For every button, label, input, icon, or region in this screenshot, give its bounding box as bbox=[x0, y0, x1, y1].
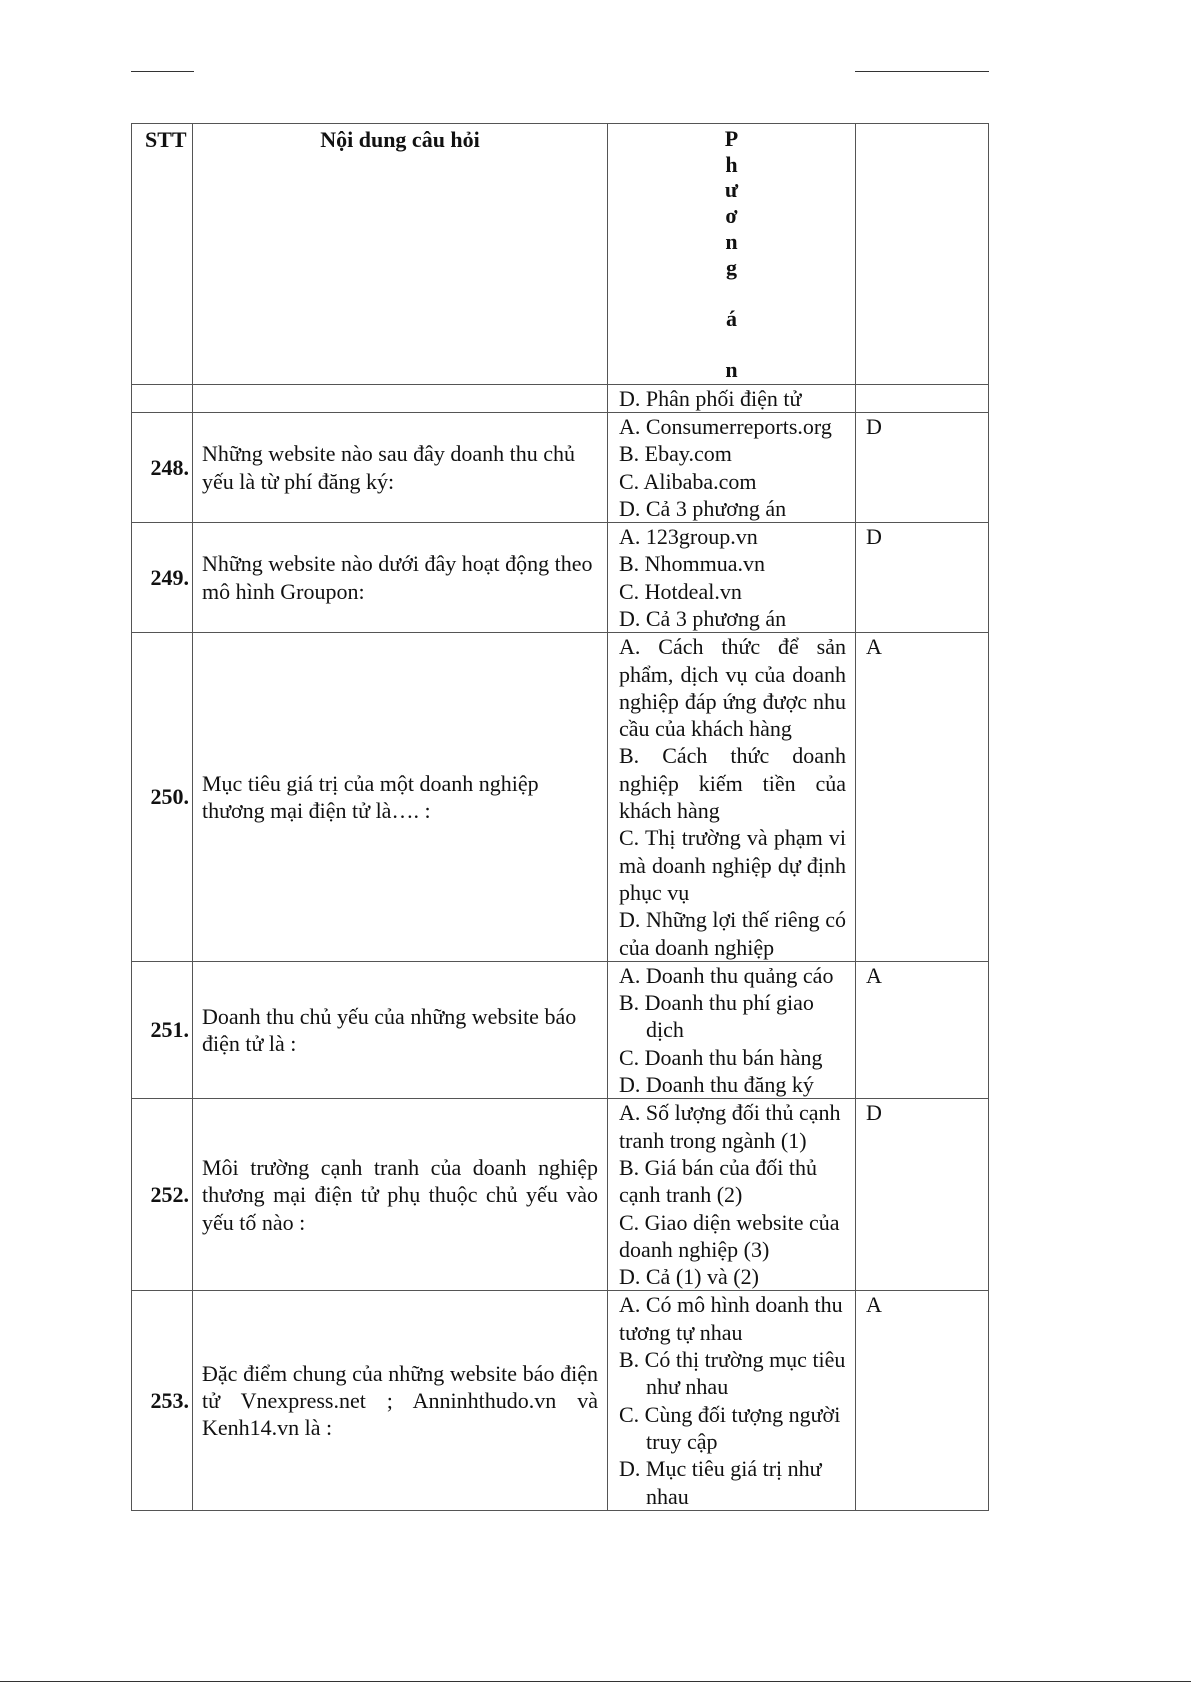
option-b: B. Giá bán của đối thủ cạnh tranh (2) bbox=[619, 1154, 817, 1208]
option-b: B. Có thị trường mục tiêu như nhau bbox=[619, 1347, 846, 1400]
options-cell bbox=[608, 384, 856, 412]
question-number: 252. bbox=[132, 1099, 193, 1291]
option-d: D. Phân phối điện tử bbox=[619, 385, 802, 411]
option-c: C. Hotdeal.vn bbox=[619, 578, 742, 604]
option-c: C. Alibaba.com bbox=[619, 468, 757, 494]
options-header-letter: á bbox=[725, 305, 737, 331]
question-cell bbox=[193, 384, 608, 412]
option-a: A. Doanh thu quảng cáo bbox=[619, 962, 834, 988]
options-cell bbox=[608, 1099, 856, 1291]
question-text: Những website nào dưới đây hoạt động theo mô hình Groupon: bbox=[193, 523, 608, 633]
question-header: Nội dung câu hỏi bbox=[193, 124, 608, 385]
options-header-letter: ơ bbox=[725, 203, 738, 229]
options-header-letter: ư bbox=[724, 177, 739, 203]
option-d: D. Cả 3 phương án bbox=[619, 606, 787, 631]
option-a: A. Có mô hình doanh thu tương tự nhau bbox=[619, 1292, 843, 1345]
option-b: B. Doanh thu phí giao dịch bbox=[619, 990, 814, 1043]
option-a: A. Số lượng đối thủ cạnh tranh trong ngành (1) bbox=[619, 1100, 841, 1153]
header-rule-left bbox=[131, 71, 194, 72]
option-d: D. Những lợi thế riêng có của doanh nghiệp bbox=[619, 907, 846, 960]
footer-rule bbox=[0, 1681, 1191, 1682]
option-d: D. Mục tiêu giá trị như nhau bbox=[619, 1456, 822, 1509]
option-c: C. Giao diện website của doanh nghiệp (3) bbox=[619, 1209, 840, 1262]
question-text: Đặc điểm chung của những website báo điện tử Vnexpress.net ; Anninhthudo.vn và Kenh14.vn là : bbox=[193, 1291, 608, 1510]
options-header-letter bbox=[725, 280, 738, 306]
option-d: D. Cả 3 phương án bbox=[619, 495, 787, 521]
answer-header bbox=[856, 124, 989, 385]
options-cell bbox=[608, 1291, 856, 1510]
stt-header: STT bbox=[132, 124, 193, 385]
question-row bbox=[132, 633, 989, 962]
question-text: Những website nào sau đây doanh thu chủ yếu là từ phí đăng ký: bbox=[193, 412, 608, 522]
answer-key: D bbox=[856, 412, 989, 522]
option-d: D. Doanh thu đăng ký bbox=[619, 1072, 814, 1098]
question-number: 249. bbox=[132, 523, 193, 633]
table-header-row bbox=[132, 124, 989, 385]
stt-cell bbox=[132, 384, 193, 412]
option-d: D. Cả (1) và (2) bbox=[619, 1264, 759, 1290]
answer-key: D bbox=[856, 1099, 989, 1291]
answer-key: A bbox=[856, 961, 989, 1098]
answer-key: A bbox=[856, 633, 989, 962]
options-cell bbox=[608, 633, 856, 962]
answer-cell bbox=[856, 384, 989, 412]
question-row bbox=[132, 1291, 989, 1510]
option-a: A. Cách thức để sản phẩm, dịch vụ của doanh nghiệp đáp ứng được nhu cầu của khách hàng bbox=[619, 634, 846, 742]
header-rule-right bbox=[855, 71, 989, 72]
options-header-letter: P bbox=[724, 126, 739, 151]
options-cell bbox=[608, 523, 856, 633]
question-row bbox=[132, 523, 989, 633]
option-a: A. 123group.vn bbox=[619, 524, 758, 550]
options-header-letter: n bbox=[725, 357, 738, 383]
options-cell bbox=[608, 961, 856, 1098]
option-c: C. Cùng đối tượng người truy cập bbox=[619, 1401, 841, 1454]
question-number: 250. bbox=[132, 633, 193, 962]
options-header-letter: h bbox=[725, 151, 738, 177]
options-header bbox=[608, 124, 856, 385]
question-text: Doanh thu chủ yếu của những website báo điện tử là : bbox=[193, 961, 608, 1098]
options-header-vertical-text bbox=[725, 126, 738, 383]
options-header-letter bbox=[725, 332, 738, 358]
option-b: B. Cách thức doanh nghiệp kiếm tiền của khách hàng bbox=[619, 743, 846, 824]
question-row bbox=[132, 961, 989, 1098]
question-number: 248. bbox=[132, 412, 193, 522]
option-c: C. Thị trường và phạm vi mà doanh nghiệp dự định phục vụ bbox=[619, 825, 846, 905]
answer-key: A bbox=[856, 1291, 989, 1510]
options-cell bbox=[608, 412, 856, 522]
question-text: Môi trường cạnh tranh của doanh nghiệp thương mại điện tử phụ thuộc chủ yếu vào yếu tố nào : bbox=[193, 1099, 608, 1291]
question-number: 253. bbox=[132, 1291, 193, 1510]
question-number: 251. bbox=[132, 961, 193, 1098]
options-header-letter: g bbox=[725, 254, 737, 280]
question-row bbox=[132, 1099, 989, 1291]
carryover-row bbox=[132, 384, 989, 412]
options-header-letter: n bbox=[725, 228, 738, 254]
answer-key: D bbox=[856, 523, 989, 633]
option-c: C. Doanh thu bán hàng bbox=[619, 1044, 823, 1070]
question-text: Mục tiêu giá trị của một doanh nghiệp thương mại điện tử là…. : bbox=[193, 633, 608, 962]
option-a: A. Consumerreports.org bbox=[619, 413, 832, 439]
question-row bbox=[132, 412, 989, 522]
option-b: B. Nhommua.vn bbox=[619, 551, 766, 577]
option-b: B. Ebay.com bbox=[619, 441, 732, 467]
question-table bbox=[131, 123, 989, 1511]
